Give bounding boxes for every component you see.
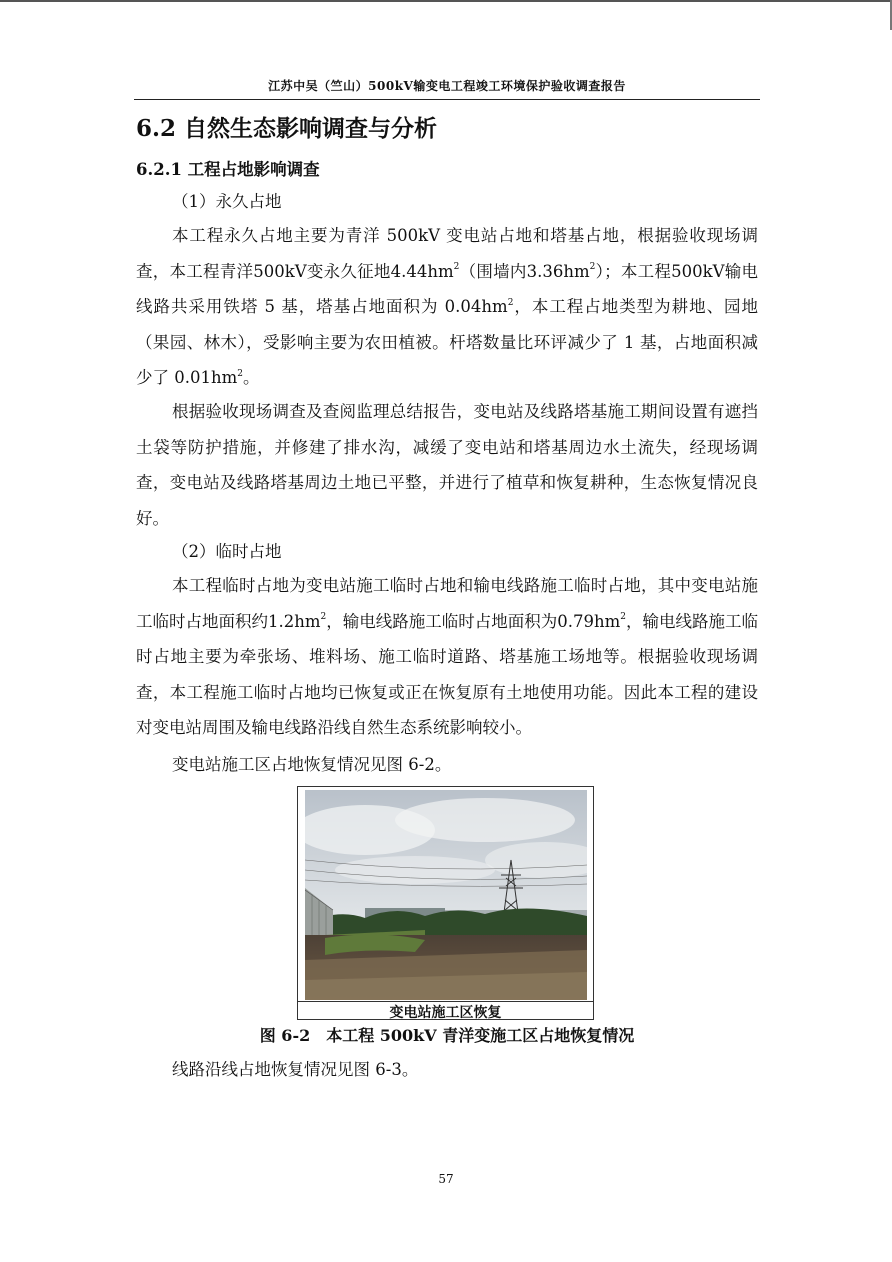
figure-caption: 图 6-2 本工程 500kV 青洋变施工区占地恢复情况 (259, 1026, 635, 1045)
page-top-edge (0, 0, 892, 2)
running-header: 江苏中吴（竺山）500kV输变电工程竣工环境保护验收调查报告 (268, 79, 626, 93)
permanent-land-heading: （1）永久占地 (172, 192, 282, 211)
permanent-land-paragraph: 本工程永久占地主要为青洋 500kV 变电站占地和塔基占地，根据验收现场调查，本工程青洋500kV变永久征地$4.44hm^2$（围墙内$3.36hm^2$）；本工程500kV输电线路共采用铁塔 5 基，塔基占地面积为 $0.04hm^2$，本工程占地类型为耕地、园地（果园、林木），受影响主要为农田植被。杆塔数量比环评减少了 1 基，占地面积减少了 $0.01hm^2$。 (136, 226, 759, 387)
temporary-land-heading: （2）临时占地 (172, 542, 282, 561)
substation-site-photo (305, 790, 587, 1000)
protection-measures-paragraph: 根据验收现场调查及查阅监理总结报告，变电站及线路塔基施工期间设置有遮挡土袋等防护措施，并修建了排水沟，减缓了变电站和塔基周边水土流失，经现场调查，变电站及线路塔基周边土地已平整，并进行了植草和恢复耕种，生态恢复情况良好。 (136, 402, 758, 528)
header-divider (134, 99, 760, 100)
photo-label: 变电站施工区恢复 (389, 1005, 502, 1021)
figure-6-2 (297, 786, 594, 1020)
figure-6-3-reference: 线路沿线占地恢复情况见图 6-3。 (172, 1060, 419, 1079)
figure-reference-text: 变电站施工区占地恢复情况见图 6-2。 (172, 755, 452, 774)
page-number: 57 (438, 1172, 454, 1186)
section-title: 6.2 自然生态影响调查与分析 (136, 115, 438, 142)
temporary-land-paragraph: 本工程临时占地为变电站施工临时占地和输电线路施工临时占地，其中变电站施工临时占地面积约$1.2hm^2$，输电线路施工临时占地面积为$0.79hm^2$，输电线路施工临时占地主要为牵张场、堆料场、施工临时道路、塔基施工场地等。根据验收现场调查，本工程施工临时占地均已恢复或正在恢复原有土地使用功能。因此本工程的建设对变电站周围及输电线路沿线自然生态系统影响较小。 (136, 576, 758, 737)
subsection-title: 6.2.1 工程占地影响调查 (136, 160, 320, 179)
